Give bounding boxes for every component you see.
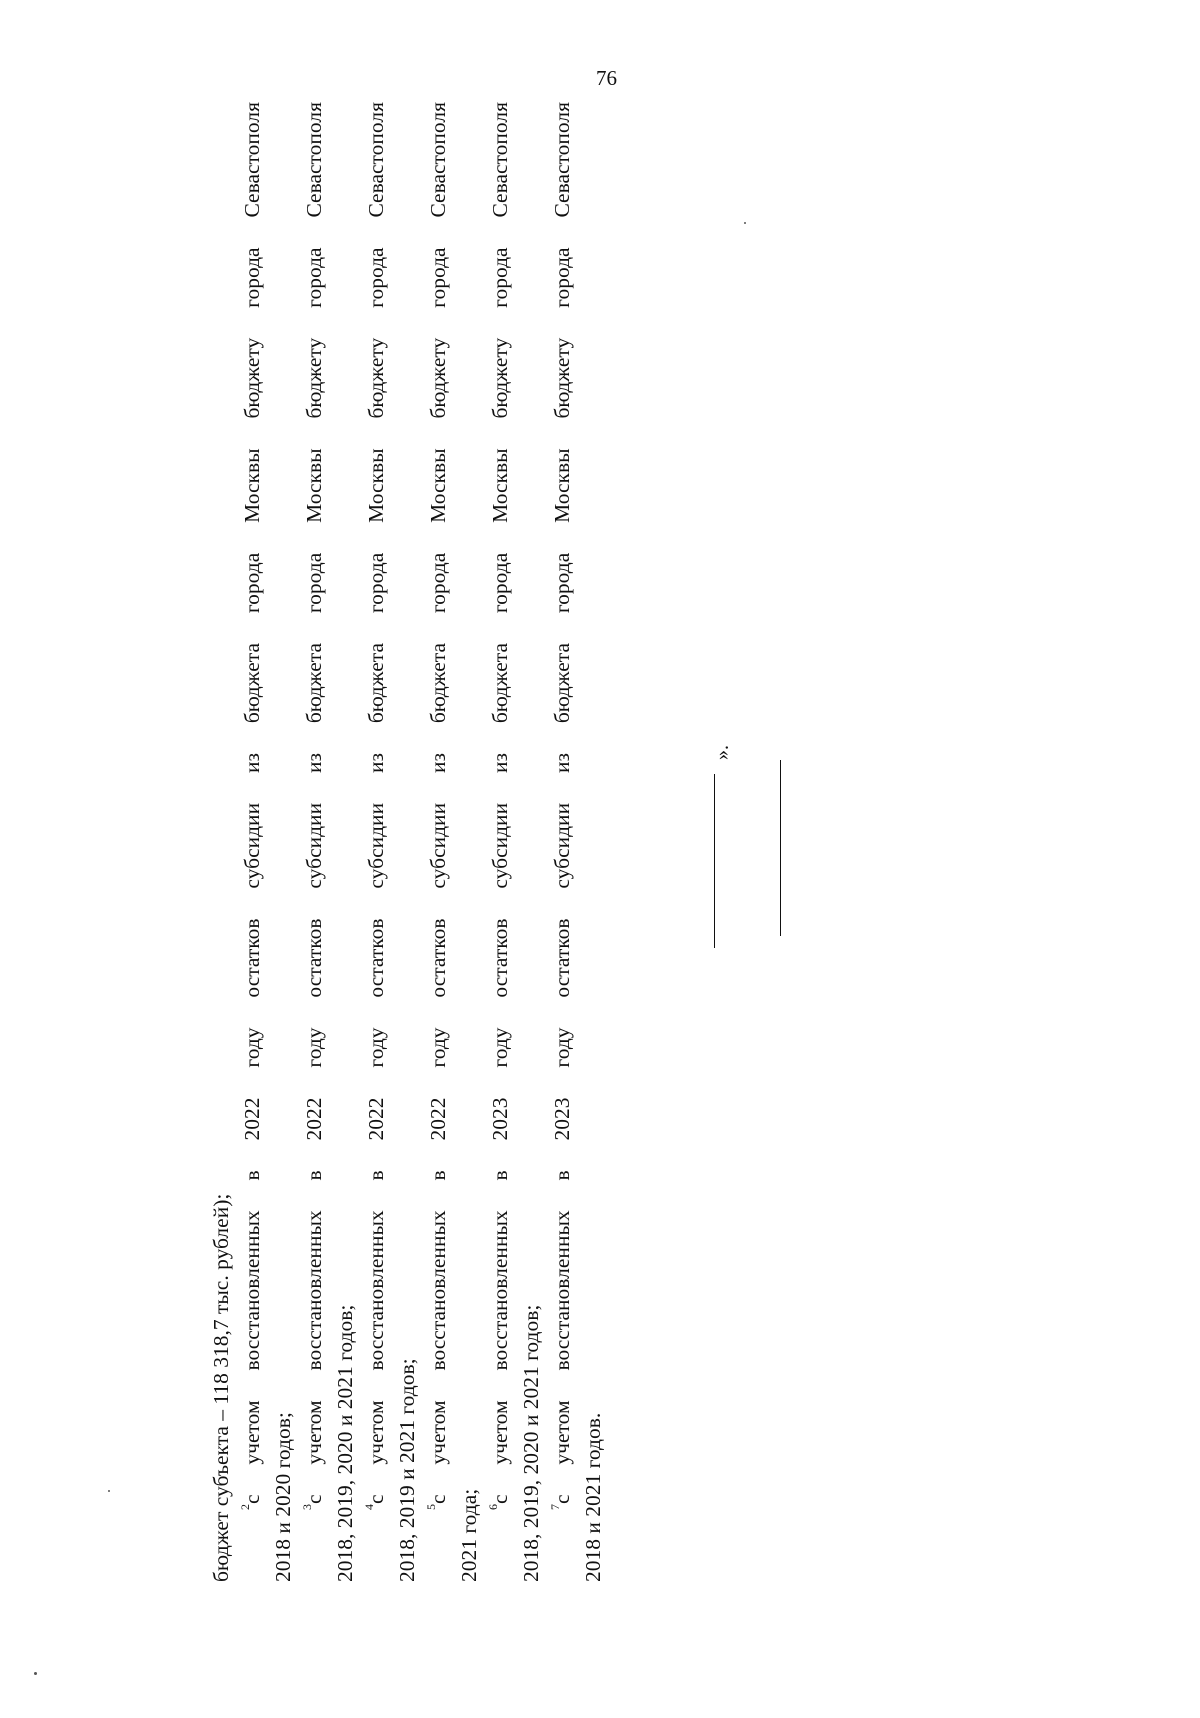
- footnote-marker: 3: [299, 1504, 314, 1510]
- footnote-line: $^4$с учетом восстановленных в 2022 году остатков субсидии из бюджета города Москвы бюджету города Севастополя: [361, 102, 388, 1510]
- text-line: бюджет субъекта – 118 318,7 тыс. рублей);: [209, 1193, 233, 1582]
- footnote-line: $^3$с учетом восстановленных в 2022 году остатков субсидии из бюджета города Москвы бюджету города Севастополя: [299, 102, 326, 1510]
- scan-speck: [34, 1672, 37, 1675]
- closing-quote-mark: ».: [711, 745, 733, 760]
- footnote-marker: 6: [485, 1504, 500, 1510]
- text-line: 2018, 2019, 2020 и 2021 годов;: [333, 1304, 357, 1582]
- footnote-marker: 2: [237, 1504, 252, 1510]
- text-line: 2018, 2019 и 2021 годов;: [395, 1358, 419, 1582]
- footnote-line: $^6$с учетом восстановленных в 2023 году остатков субсидии из бюджета города Москвы бюджету города Севастополя: [485, 102, 512, 1510]
- text-line: 2018 и 2020 годов;: [271, 1412, 295, 1582]
- footnote-line: $^5$с учетом восстановленных в 2022 году остатков субсидии из бюджета города Москвы бюджету города Севастополя: [423, 102, 450, 1510]
- scan-speck: [108, 1490, 110, 1492]
- rotated-text-block: [206, 102, 609, 1582]
- text-line: 2018, 2019, 2020 и 2021 годов;: [519, 1304, 543, 1582]
- footnote-line: $^7$с учетом восстановленных в 2023 году остатков субсидии из бюджета города Москвы бюджету города Севастополя: [547, 102, 574, 1510]
- scan-speck: [744, 222, 746, 224]
- separator-rule: [780, 760, 781, 936]
- footnote-marker: 5: [423, 1504, 438, 1510]
- signature-rule: [714, 774, 715, 948]
- footnote-line: $^2$с учетом восстановленных в 2022 году остатков субсидии из бюджета города Москвы бюджету города Севастополя: [237, 102, 264, 1510]
- footnote-marker: 7: [547, 1504, 562, 1510]
- text-line: 2018 и 2021 годов.: [581, 1412, 605, 1582]
- page-number: 76: [596, 66, 617, 90]
- text-line: 2021 года;: [457, 1488, 481, 1582]
- footnote-marker: 4: [361, 1504, 376, 1510]
